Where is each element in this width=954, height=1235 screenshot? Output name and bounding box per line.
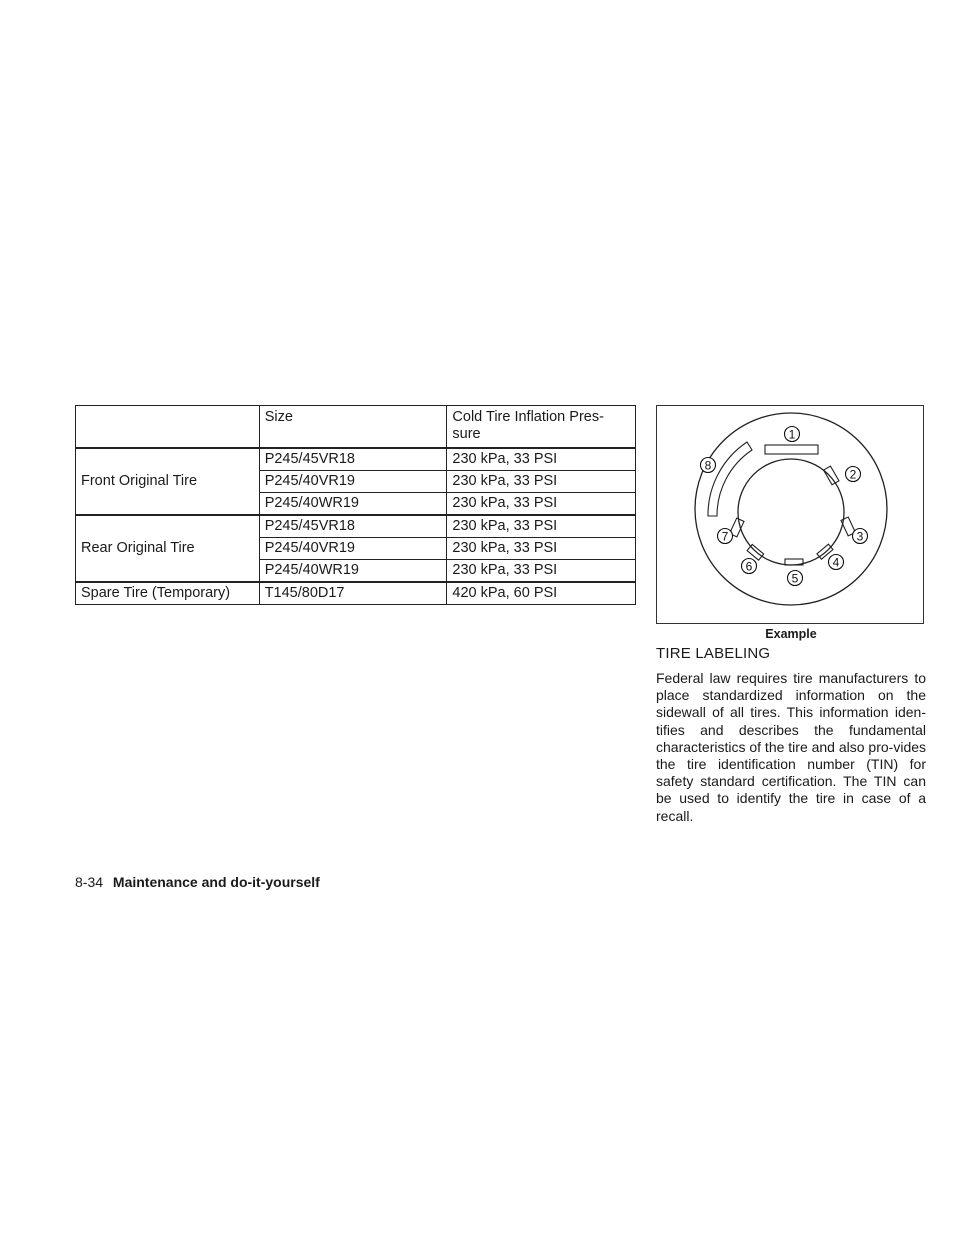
pressure-cell: 230 kPa, 33 PSI — [447, 493, 636, 516]
callout-7-label: 7 — [721, 529, 729, 544]
callout-2-label: 2 — [849, 467, 857, 482]
callout-4-label: 4 — [832, 555, 840, 570]
size-cell: P245/45VR18 — [259, 448, 447, 471]
table-row — [76, 515, 636, 538]
row-label-spare: Spare Tire (Temporary) — [76, 582, 260, 605]
pressure-cell: 230 kPa, 33 PSI — [447, 538, 636, 560]
page-number: 8-34 — [75, 874, 104, 890]
table-header-row — [76, 406, 636, 449]
row-label-rear: Rear Original Tire — [76, 515, 260, 582]
table-row — [76, 582, 636, 605]
label-area-6 — [747, 544, 764, 560]
label-area-8 — [708, 442, 752, 516]
section-body-text: Federal law requires tire manufacturers to place standardized information on the sidewall of all tires. This information iden-tifies and describes the fundamental characteristics of the tire and also pro-vides the tire identification number (TIN) for safety standard certification. The TIN can be used to identify the tire in case of a recall. — [656, 670, 927, 824]
figure-caption: Example — [765, 627, 817, 641]
tire-pressure-table — [75, 405, 636, 605]
callout-5-label: 5 — [791, 571, 799, 586]
size-cell: P245/40WR19 — [259, 560, 447, 583]
pressure-cell: 230 kPa, 33 PSI — [447, 560, 636, 583]
header-size: Size — [259, 406, 447, 449]
section-heading: TIRE LABELING — [656, 645, 771, 662]
table-row — [76, 448, 636, 471]
callout-8-label: 8 — [704, 458, 712, 473]
callout-6-label: 6 — [745, 559, 753, 574]
row-label-front: Front Original Tire — [76, 448, 260, 515]
label-area-2 — [824, 466, 839, 485]
page-footer — [75, 874, 320, 890]
pressure-cell: 230 kPa, 33 PSI — [447, 515, 636, 538]
tire-sidewall-diagram — [657, 406, 925, 625]
size-cell: P245/40VR19 — [259, 538, 447, 560]
callout-3-label: 3 — [856, 529, 864, 544]
size-cell: T145/80D17 — [259, 582, 447, 605]
tire-inner-circle — [738, 459, 844, 565]
footer-section-name: Maintenance and do-it-yourself — [112, 874, 320, 890]
callout-1-label: 1 — [788, 427, 796, 442]
label-area-1 — [765, 445, 818, 454]
header-empty-cell — [76, 406, 260, 449]
pressure-cell: 420 kPa, 60 PSI — [447, 582, 636, 605]
pressure-cell: 230 kPa, 33 PSI — [447, 471, 636, 493]
header-pressure: Cold Tire Inflation Pres- sure — [447, 406, 636, 449]
pressure-cell: 230 kPa, 33 PSI — [447, 448, 636, 471]
size-cell: P245/40VR19 — [259, 471, 447, 493]
tire-sidewall-figure — [656, 405, 924, 624]
size-cell: P245/45VR18 — [259, 515, 447, 538]
size-cell: P245/40WR19 — [259, 493, 447, 516]
